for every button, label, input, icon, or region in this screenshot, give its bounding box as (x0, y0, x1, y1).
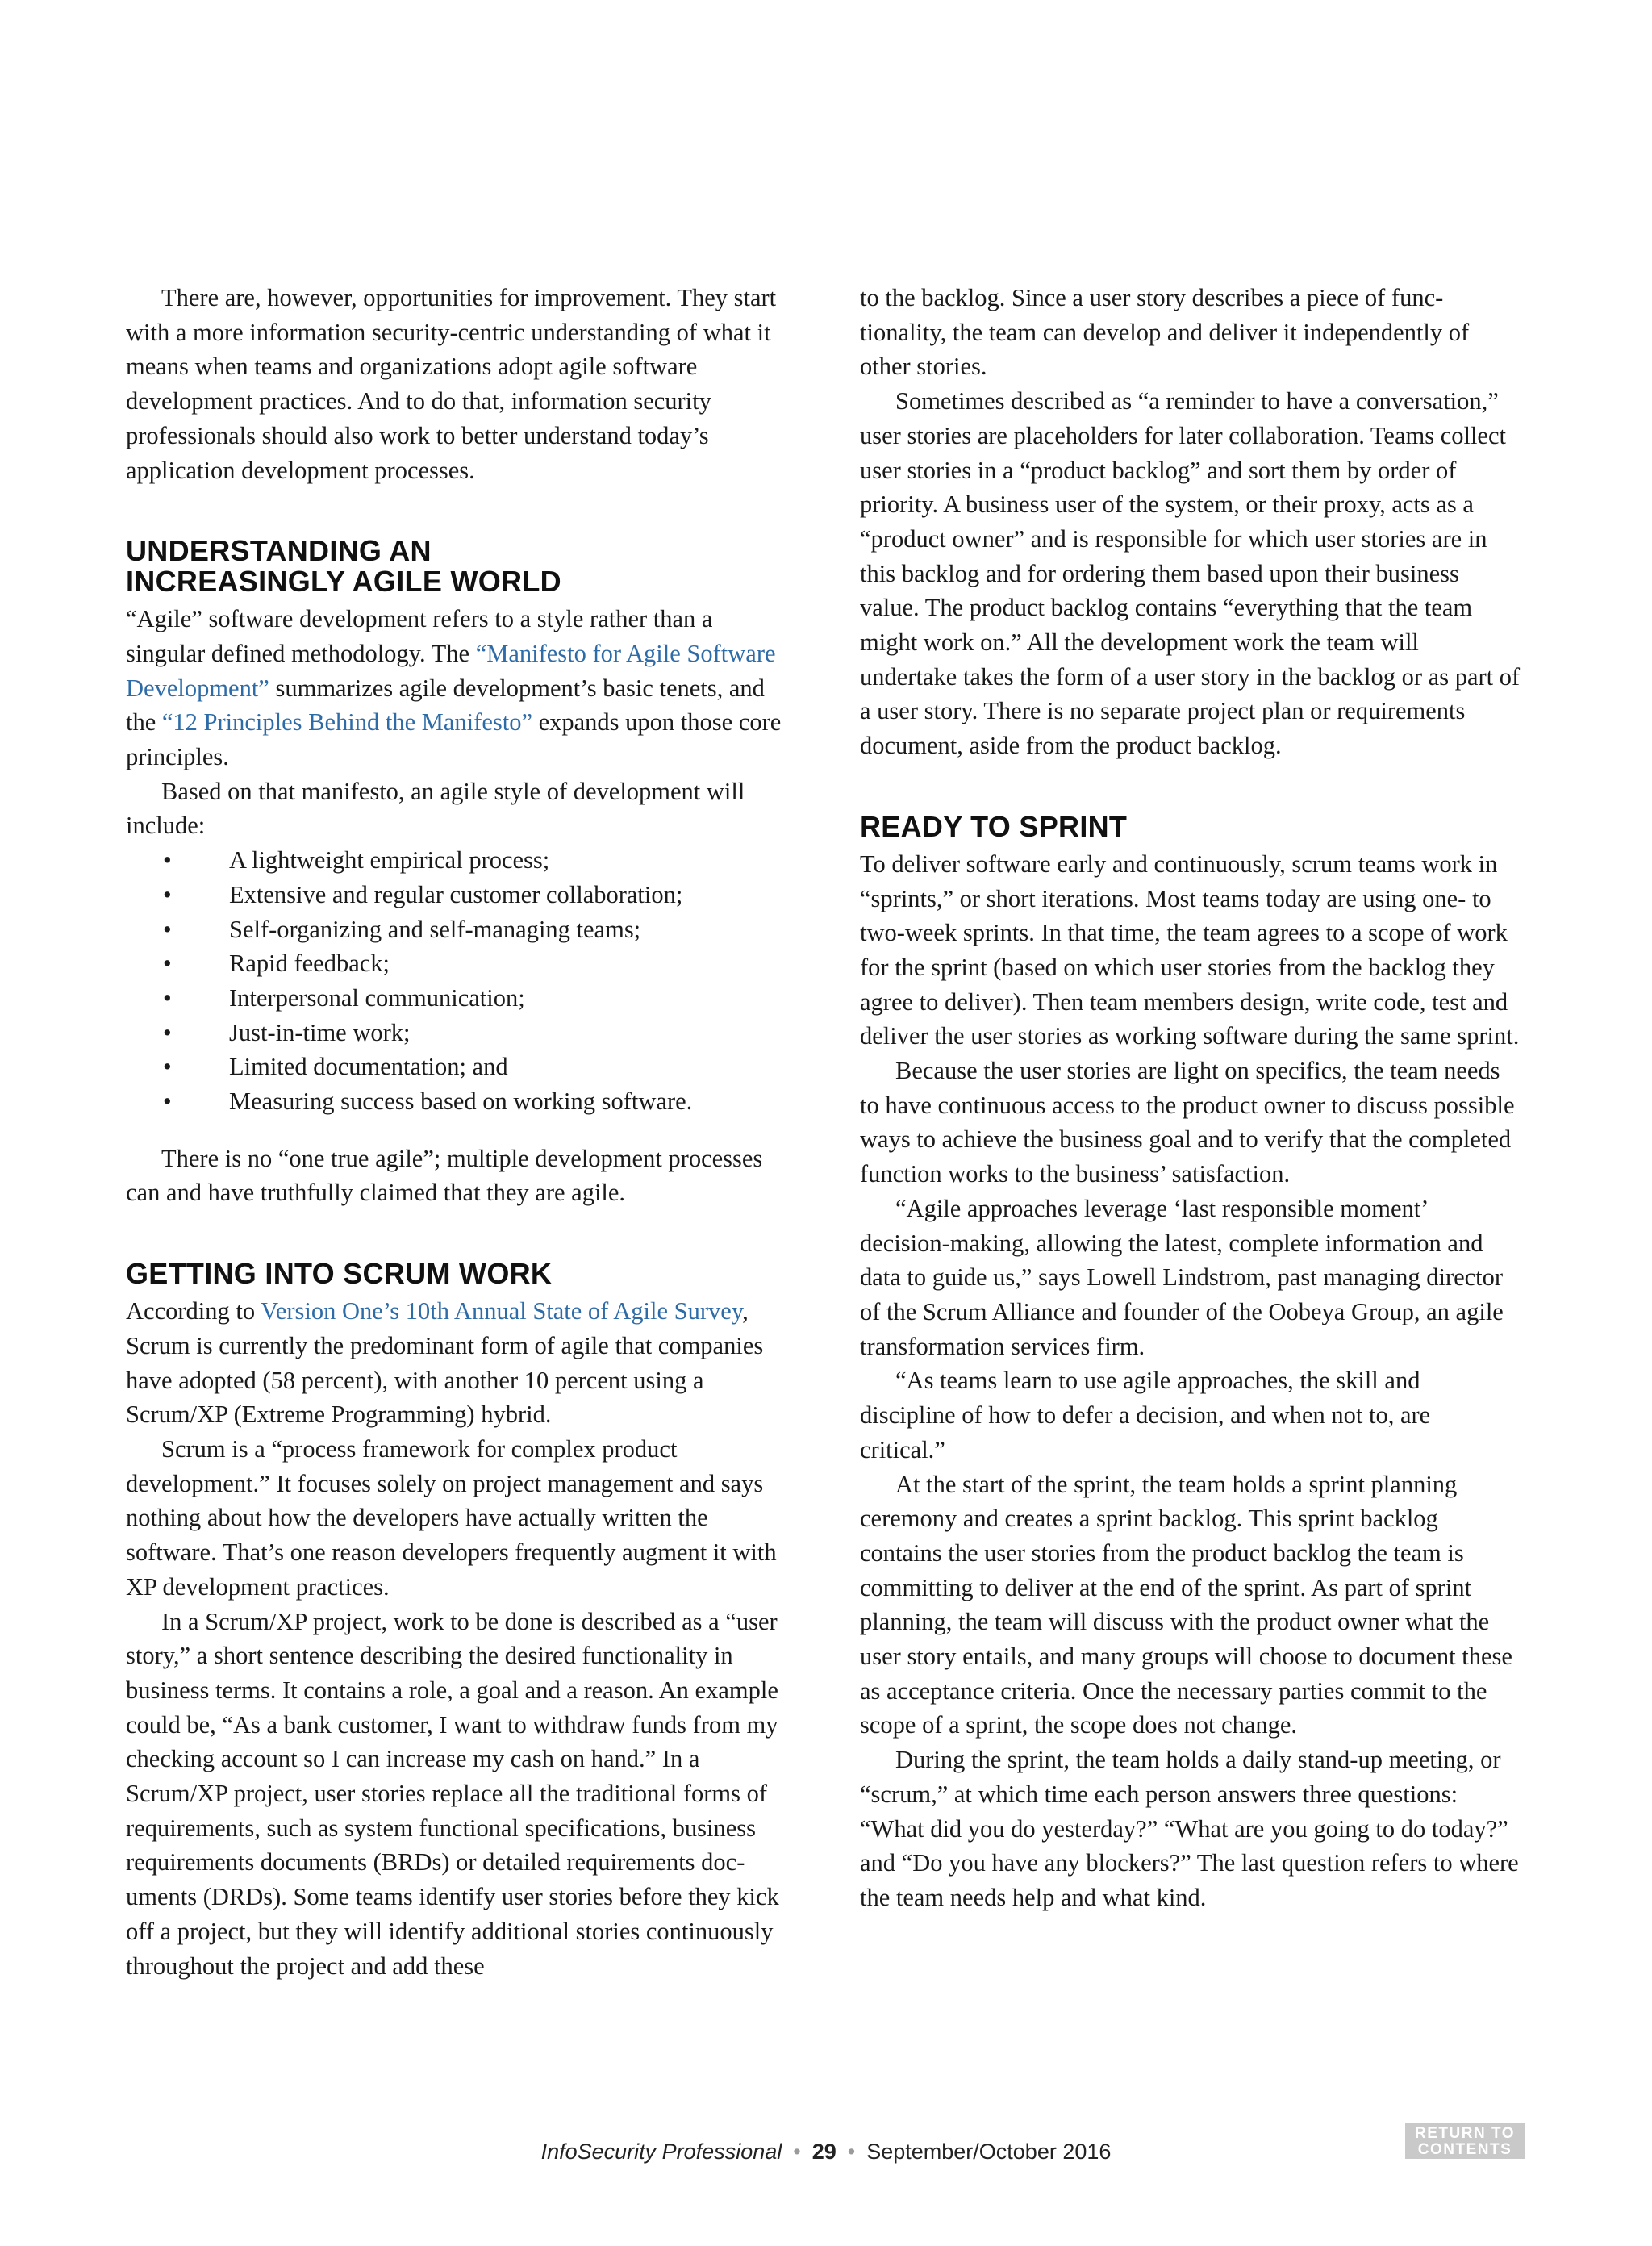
list-item: • A lightweight empirical process; (126, 843, 787, 878)
bullet-icon: • (163, 983, 172, 1012)
bullet-icon: • (163, 846, 172, 875)
return-label: RETURN TO (1415, 2125, 1515, 2142)
agile-paragraph-1: “Agile” software development refers to a style rather than a singular defined methodology. The “Manifesto for Agile Software Development” summarizes agile development’s basic tenets, and the “12 Principles Behind the Manifesto” expands upon those core principles. (126, 605, 782, 771)
bullet-icon: • (163, 1018, 172, 1046)
list-item: • Interpersonal communication; (126, 981, 787, 1016)
scrum-paragraph-2: Scrum is a “process framework for complex product development.” It focuses solely on project management and says nothing about how the developers have actually written the software. That’s one reason developers frequently augment it with XP development practices. (126, 1434, 777, 1601)
scrum-paragraph-1: According to Version One’s 10th Annual State of Agile Survey, Scrum is currently the predominant form of agile that companies have adopted (58 percent), with another 10 percent using a Scrum/XP (Extreme Programming) hybrid. (126, 1297, 764, 1429)
separator-dot: • (793, 2140, 801, 2164)
list-item: • Just-in-time work; (126, 1016, 787, 1050)
list-item: • Extensive and regular customer collaboration; (126, 878, 787, 912)
sprint-paragraph-2: Because the user stories are light on specifics, the team needs to have continuous access to the product owner to discuss possible ways to achieve the business goal and to verify that the completed function works to the business’ satisfaction. (860, 1057, 1515, 1188)
bullet-icon: • (163, 915, 172, 943)
list-item: • Limited documentation; and (126, 1050, 787, 1084)
agile-paragraph-2: Based on that manifesto, an agile style of development will include: (126, 777, 745, 840)
agile-traits-list (126, 843, 787, 1119)
sprint-paragraph-6: During the sprint, the team holds a daily stand-up meeting, or “scrum,” at which time each person answers three questions: “What did you do yesterday?” “What are you going to do today?” and “Do you have any blockers?” The last question refers to where the team needs help and what kind. (860, 1746, 1519, 1911)
page-number: 29 (811, 2140, 836, 2164)
list-item: • Rapid feedback; (126, 946, 787, 981)
section-heading-understanding (126, 536, 787, 597)
agile-paragraph-3: There is no “one true agile”; multiple development processes can and have truthfully claimed that they are agile. (126, 1144, 763, 1207)
issue-date: September/October 2016 (866, 2140, 1112, 2164)
page-footer (0, 2140, 1652, 2165)
principles-link[interactable]: “12 Principles Behind the Manifesto” (161, 708, 532, 737)
sprint-paragraph-3: “Agile approaches leverage ‘last responsible moment’ decision-making, allowing the latest, complete information and data to guide us,” says Lowell Lindstrom, past managing director of the Scrum Alliance and founder of the Oobeya Group, an agile transformation services firm. (860, 1194, 1504, 1360)
bullet-icon: • (163, 1088, 172, 1116)
heading-line-1: UNDERSTANDING AN (126, 534, 432, 568)
sprint-paragraph-4: “As teams learn to use agile approaches, the skill and discipline of how to defer a decision, and when not to, are critical.” (860, 1367, 1431, 1463)
bullet-icon: • (163, 1053, 172, 1081)
bullet-icon: • (163, 880, 172, 908)
separator-dot: • (847, 2140, 856, 2164)
backlog-paragraph: Sometimes described as “a reminder to have a conversation,” user stories are placeholders for later collaboration. Teams collect user stories in a “product backlog” and sort them by order of priority. A business user of the system, or their proxy, acts as a “product owner” and is responsible for which user stories are in this backlog and for ordering them based upon their business value. The product backlog contains “everything that the team might work on.” All the development work the team will undertake takes the form of a user story in the backlog or as part of a user story. There is no separate project plan or requirements document, aside from the product backlog. (860, 387, 1521, 760)
list-item: • Self-organizing and self-managing teams; (126, 912, 787, 947)
sprint-paragraph-1: To deliver software early and continuously, scrum teams work in “sprints,” or short iterations. Most teams today are using one- to two-week sprints. In that time, the team agrees to a scope of work for the sprint (based on which user stories from the backlog they agree to deliver). Then team members design, write code, test and deliver the user stories as working software during the same sprint. (860, 850, 1520, 1050)
list-item: • Measuring success based on working software. (126, 1084, 787, 1119)
state-of-agile-link[interactable]: Version One’s 10th Annual State of Agile Survey (261, 1297, 743, 1325)
heading-line-2: INCREASINGLY AGILE WORLD (126, 565, 561, 599)
left-column (126, 281, 787, 1983)
magazine-name: InfoSecurity Professional (540, 2140, 782, 2164)
section-heading-sprint: READY TO SPRINT (860, 809, 1128, 843)
scrum-paragraph-3: In a Scrum/XP project, work to be done is described as a “user story,” a short sentence describing the desired functionality in business terms. It contains a role, a goal and a reason. An example could be, “As a bank customer, I want to withdraw funds from my checking account so I can increase my cash on hand.” In a Scrum/XP project, user stories replace all the traditional forms of requirements, such as system functional specifications, business requirements documents (BRDs) or detailed requirements documents (DRDs). Some teams identify user stories before they kick off a project, but they will identify additional stories continuously throughout the project and add these (126, 1607, 779, 1980)
spacer (126, 1119, 787, 1142)
sprint-paragraph-5: At the start of the sprint, the team holds a sprint planning ceremony and creates a sprint backlog. This sprint backlog contains the user stories from the product backlog the team is committing to deliver at the end of the sprint. As part of sprint planning, the team will discuss with the product owner what the user story entails, and many groups will choose to document these as acceptance criteria. Once the necessary parties commit to the scope of a sprint, the scope does not change. (860, 1470, 1512, 1739)
continued-paragraph: to the backlog. Since a user story describes a piece of functionality, the team can develop and deliver it independently of other stories. (860, 284, 1470, 381)
right-column (860, 281, 1521, 1915)
bullet-icon: • (163, 950, 172, 978)
manifesto-link[interactable]: “Manifesto for Agile Software Development” (126, 639, 776, 702)
intro-paragraph: There are, however, opportunities for improvement. They start with a more information security-centric understanding of what it means when teams and organizations adopt agile software development practices. And to do that, information security professionals should also work to better understand today’s application development processes. (126, 284, 777, 484)
section-heading-scrum: GETTING INTO SCRUM WORK (126, 1257, 553, 1291)
return-to-contents-button[interactable] (1405, 2123, 1525, 2159)
contents-label: CONTENTS (1417, 2141, 1512, 2158)
